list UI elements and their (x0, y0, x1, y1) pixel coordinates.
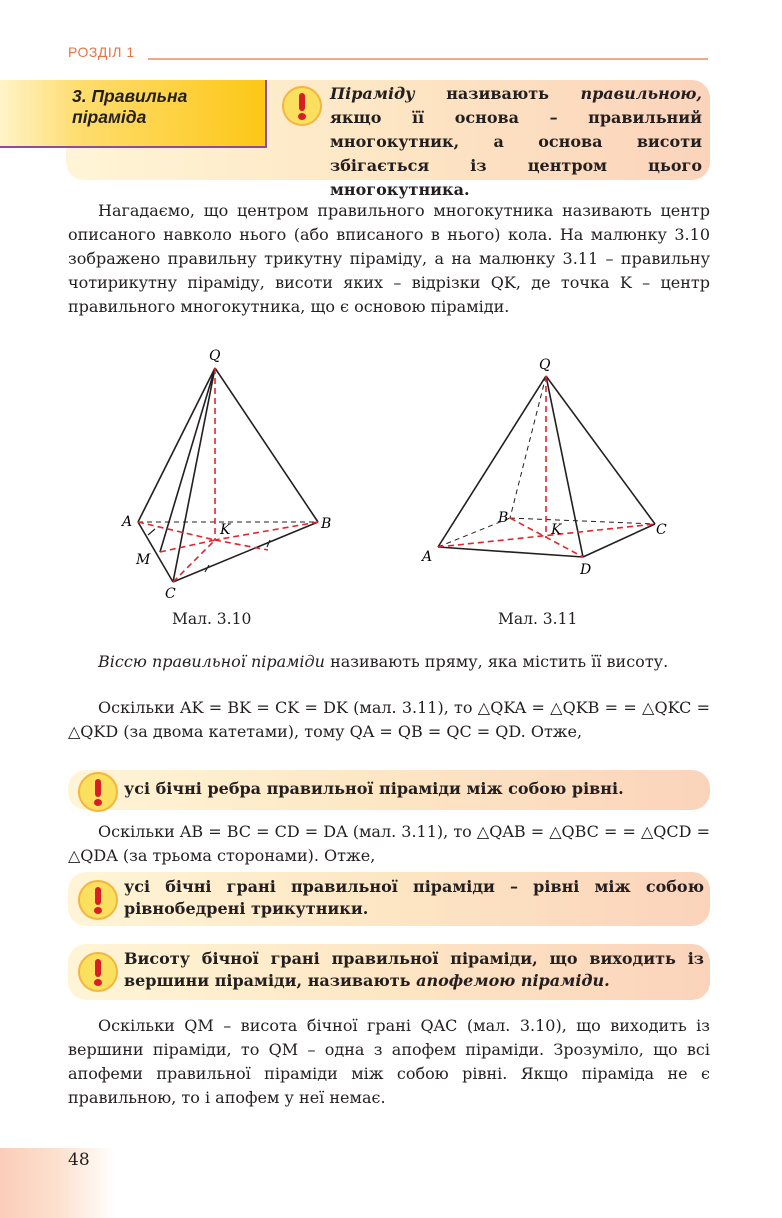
fig1-label-a: A (122, 514, 133, 530)
exclamation-icon (78, 880, 118, 920)
figure-quadrilateral-pyramid (418, 352, 673, 582)
fig2-label-a: A (422, 549, 433, 565)
apothem-term: апофемою піраміди. (416, 971, 610, 990)
paragraph-edges-proof: Оскільки AK = BK = CK = DK (мал. 3.11), то △QKA = △QKB = = △QKC = △QKD (за двома катетами), тому QA = QB = QC = QD. Отже, (68, 698, 710, 741)
figure-caption-3-11: Мал. 3.11 (498, 610, 578, 628)
paragraph-axis (68, 650, 710, 674)
apothem-definition-text: Висоту бічної грані правильної піраміди, що виходить із вершини піраміди, називають (124, 949, 704, 990)
rule-edges-equal: усі бічні ребра правильної піраміди між собою рівні. (124, 779, 624, 798)
fig1-label-q: Q (209, 348, 221, 364)
fig2-label-q: Q (539, 357, 551, 373)
fig2-label-c: C (656, 522, 667, 538)
page-number: 48 (68, 1150, 90, 1170)
definition-text (330, 82, 702, 202)
axis-text: називають пряму, яка містить її висоту. (324, 652, 669, 671)
definition-term-regular: правильною, (580, 84, 702, 103)
fig1-label-c: C (165, 586, 176, 602)
axis-term: Віссю правильної піраміди (98, 652, 325, 671)
definition-rest: якщо її основа – правильний многокутник, а основа висоти збігається із центром цього многокутника. (330, 108, 702, 199)
exclamation-icon (282, 86, 322, 126)
fig2-label-d: D (580, 562, 592, 578)
figure-caption-3-10: Мал. 3.10 (172, 610, 252, 628)
rule-apothem-definition (124, 948, 704, 992)
page-number-background (0, 1148, 115, 1218)
section-title: 3. Правильна піраміда (72, 86, 188, 127)
exclamation-icon (78, 772, 118, 812)
fig1-label-m: M (136, 552, 151, 568)
definition-term: Піраміду (330, 84, 415, 103)
fig1-label-k: K (220, 522, 231, 538)
figure-triangular-pyramid (118, 342, 348, 604)
fig2-label-b: B (498, 510, 509, 526)
paragraph-faces-proof: Оскільки AB = BC = CD = DA (мал. 3.11), то △QAB = △QBC = = △QCD = △QDA (за трьома сторонами). Отже, (68, 822, 710, 865)
rule-faces-equal: усі бічні грані правильної піраміди – рівні між собою рівнобедрені трикутники. (124, 877, 704, 918)
exclamation-icon (78, 952, 118, 992)
paragraph-apothem: Оскільки QM – висота бічної грані QAC (мал. 3.10), що виходить із вершини піраміди, то QM – одна з апофем піраміди. Зрозуміло, що всі апофеми правильної піраміди між собою рівні. Якщо піраміда не є правильною, то і апофем у неї немає. (68, 1016, 710, 1107)
fig2-label-k: K (551, 522, 562, 538)
definition-connector: називають (414, 84, 581, 103)
header-divider (148, 58, 708, 60)
paragraph-intro: Нагадаємо, що центром правильного многокутника називають центр описаного навколо нього (або вписаного в нього) кола. На малюнку 3.10 зображено правильну трикутну піраміду, а на малюнку 3.11 – правильну чотирикутну піраміду, висоти яких – відрізки QK, де точка K – центр правильного многокутника, що є основою піраміди. (68, 201, 711, 316)
fig1-label-b: B (321, 516, 332, 532)
chapter-label: РОЗДІЛ 1 (68, 44, 135, 60)
